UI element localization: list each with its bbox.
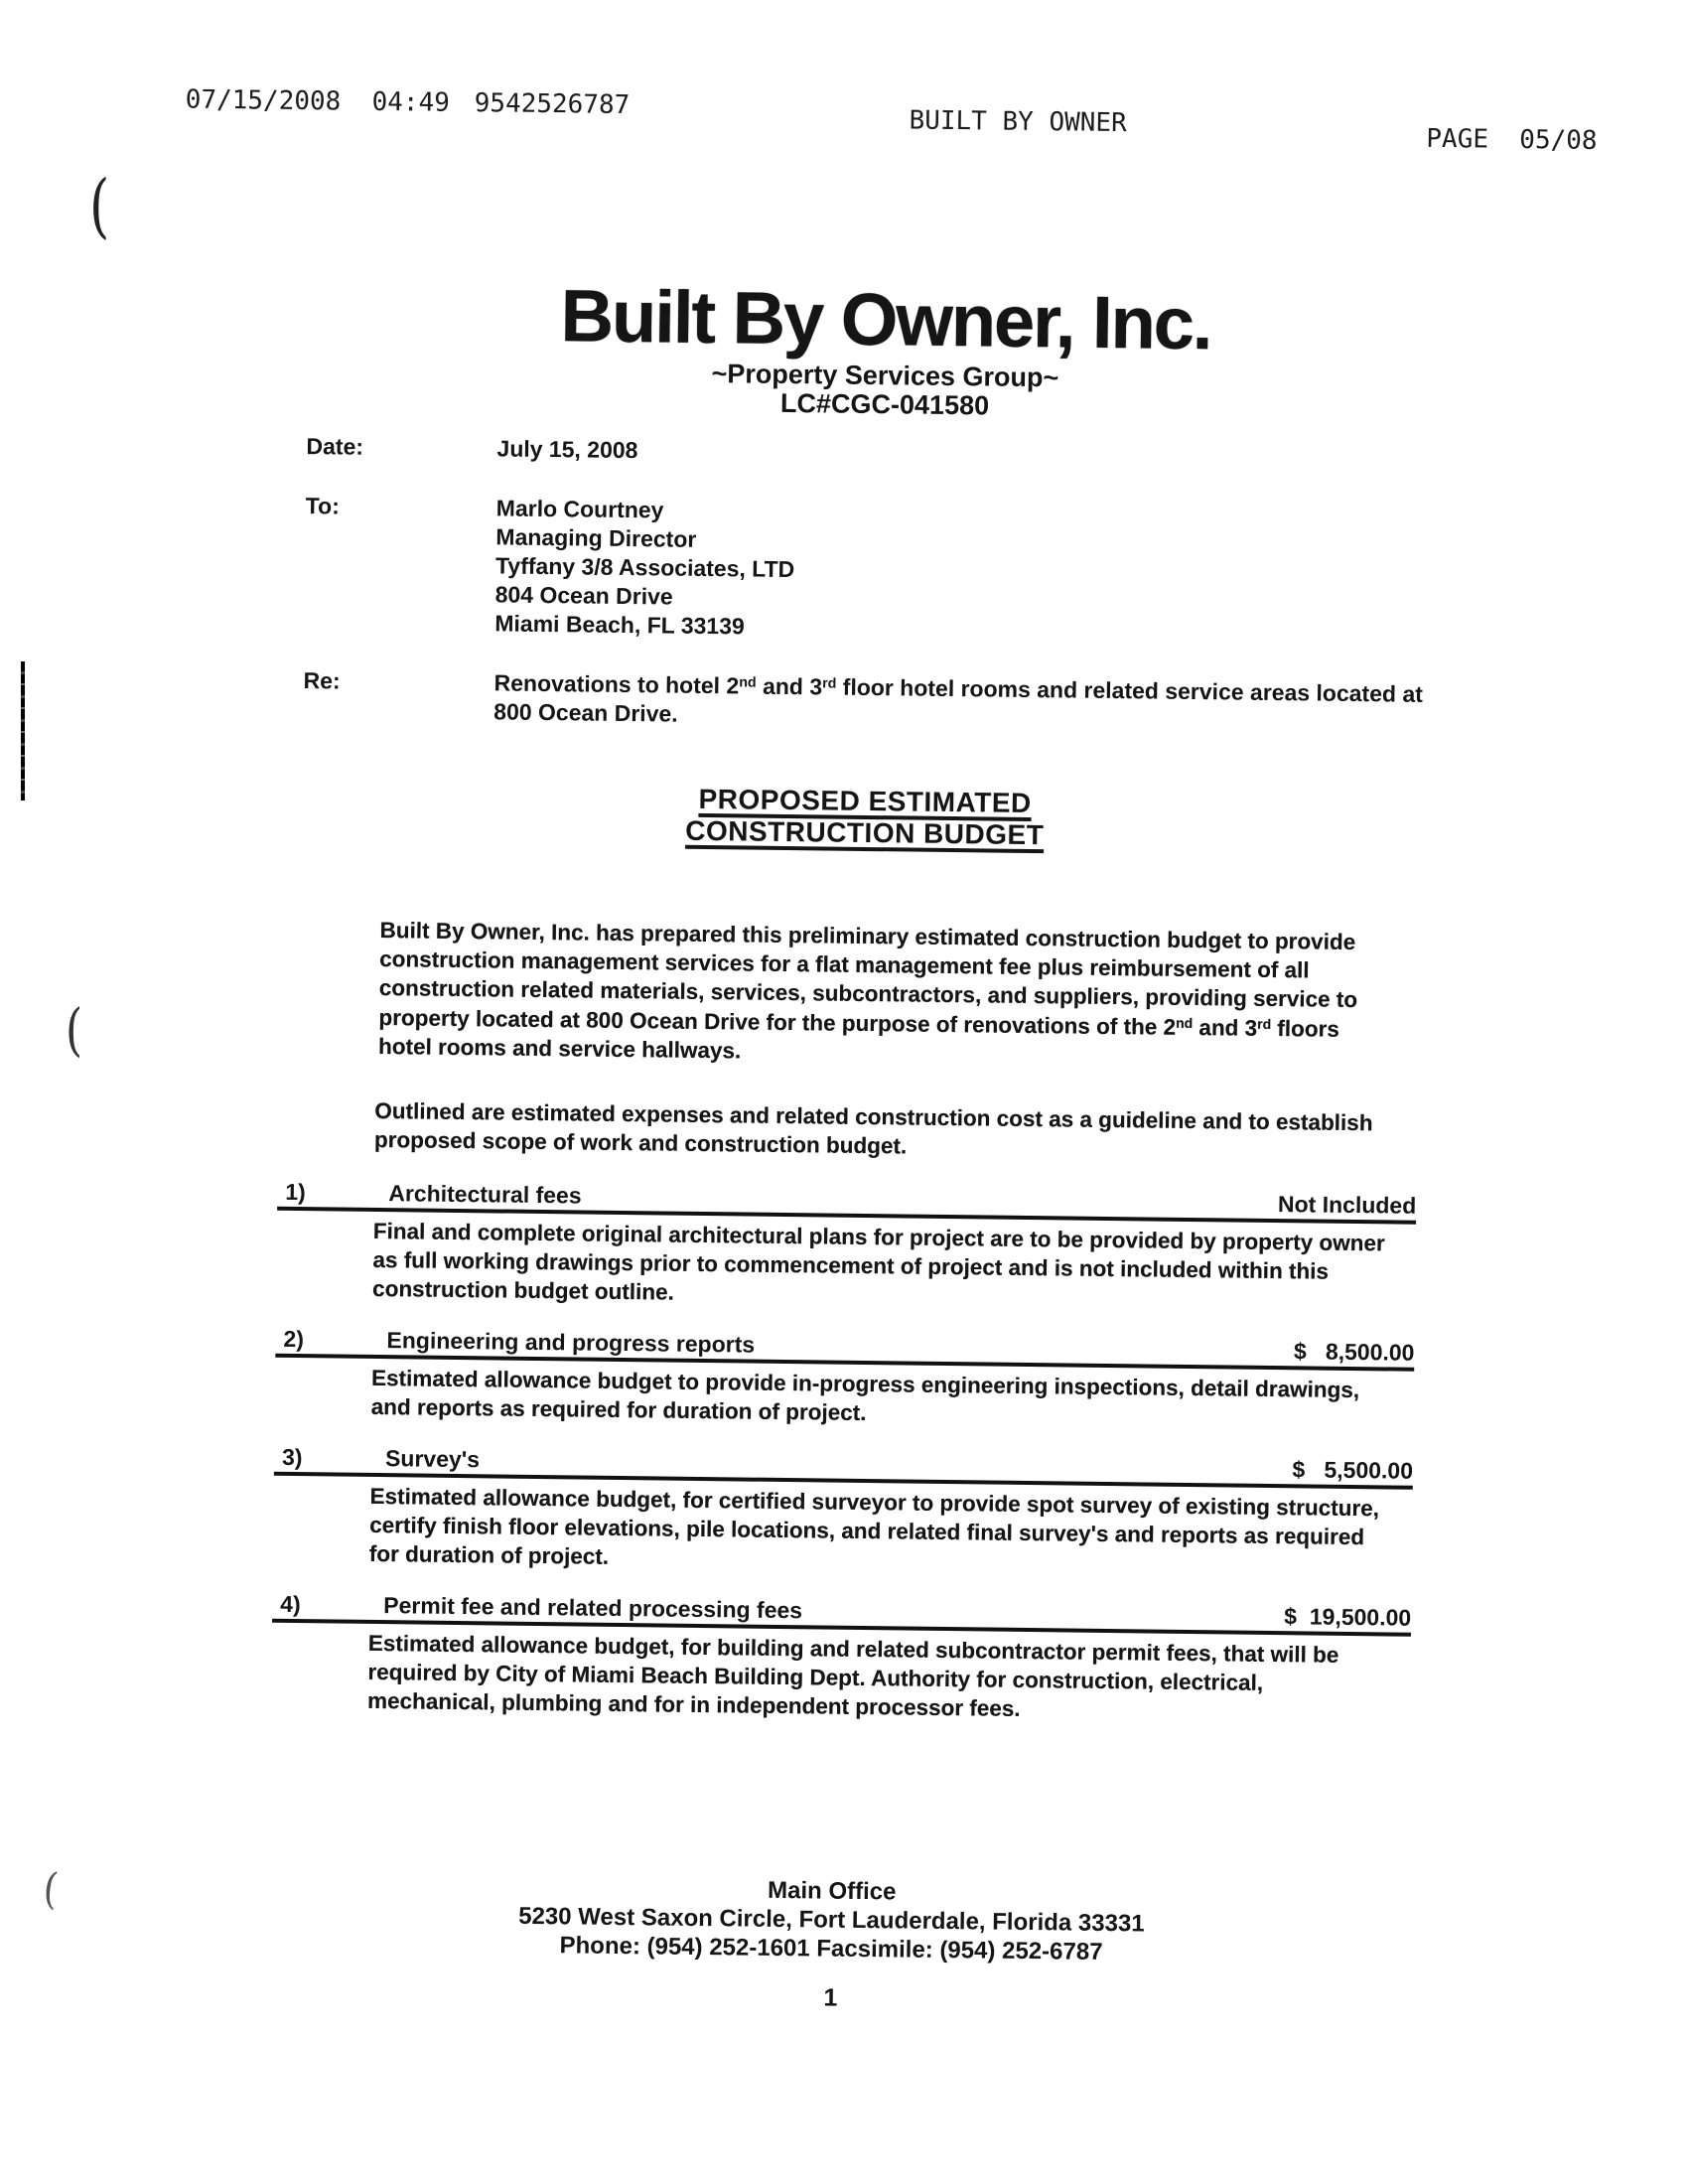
ordinal-superscript: rd	[1257, 1016, 1272, 1033]
subject-row	[303, 666, 1456, 738]
budget-items	[271, 1179, 1417, 1752]
document-title-line1: PROPOSED ESTIMATED	[698, 783, 1032, 819]
recipient-street: 804 Ocean Drive	[494, 581, 673, 610]
item-amount: $ 8,500.00	[1293, 1338, 1415, 1366]
subject-segment: floor hotel rooms and related service areas located at 800 Ocean Drive.	[493, 673, 1424, 727]
item-description: Final and complete original architectural plans for project are to be provided by property owner as full working drawings prior to commencement of project and is not included within this construction budget outline.	[371, 1218, 1385, 1305]
recipient-company: Tyffany 3/8 Associates, LTD	[494, 552, 795, 583]
intro-segment: Built By Owner, Inc. has prepared this preliminary estimated construction budget to provide construction management services for a flat management fee plus reimbursement of all construction related materials, services, subcontractors, and suppliers, providing service to property located at 800 Ocean Drive for the purpose of renovations of the 2	[378, 917, 1358, 1040]
letterhead	[41, 270, 1688, 430]
subject-text	[493, 668, 1456, 738]
company-tagline: ~Property Services Group~	[711, 359, 1059, 393]
recipient-block	[494, 494, 795, 642]
scan-artifact-paren: (	[89, 166, 110, 247]
recipient-row	[304, 492, 1458, 650]
item-amount: Not Included	[1277, 1191, 1417, 1219]
to-label: To:	[305, 493, 340, 519]
budget-item-engineering	[275, 1326, 1415, 1434]
letter-meta	[303, 432, 1459, 738]
item-title: Permit fee and related processing fees	[383, 1592, 803, 1624]
document-title	[21, 776, 1688, 860]
item-amount: $ 5,500.00	[1292, 1456, 1414, 1484]
budget-item-architectural-fees	[276, 1179, 1416, 1316]
item-title: Survey's	[384, 1445, 481, 1473]
page-number: 1	[823, 1983, 838, 2012]
scan-artifact-paren: (	[66, 997, 83, 1064]
intro-paragraph	[378, 916, 1378, 1074]
recipient-city: Miami Beach, FL 33139	[494, 610, 745, 640]
footer-office-label: Main Office	[767, 1876, 897, 1906]
date-row	[306, 432, 1458, 475]
fax-transmission-header	[0, 82, 1688, 156]
ordinal-superscript: nd	[1176, 1015, 1194, 1032]
intro-segment: and 3	[1192, 1014, 1258, 1041]
fax-page-indicator: PAGE 05/08	[1426, 123, 1598, 156]
date-label: Date:	[306, 433, 364, 460]
document-title-line2: CONSTRUCTION BUDGET	[685, 814, 1045, 851]
budget-item-surveys	[273, 1444, 1413, 1581]
company-name: Built By Owner, Inc.	[560, 274, 1212, 365]
recipient-title: Managing Director	[495, 523, 697, 552]
item-description: Estimated allowance budget to provide in-progress engineering inspections, detail drawings, and reports as required for duration of project.	[370, 1365, 1360, 1426]
fax-sender-id: BUILT BY OWNER	[909, 105, 1127, 139]
recipient-name: Marlo Courtney	[495, 495, 664, 523]
item-number: 1)	[285, 1178, 306, 1206]
item-number: 4)	[280, 1590, 301, 1618]
subject-segment: Renovations to hotel 2	[493, 669, 740, 699]
budget-item-permit-fees	[271, 1591, 1411, 1728]
subject-segment: and 3	[756, 672, 823, 700]
scan-artifact-streak	[21, 661, 25, 801]
footer-address: 5230 West Saxon Circle, Fort Lauderdale, Florida 33331	[518, 1902, 1145, 1938]
item-description: Estimated allowance budget, for certified surveyor to provide spot survey of existing structure, certify finish floor elevations, pile locations, and related final survey's and reports as required for duration of project.	[368, 1483, 1380, 1569]
item-number: 2)	[283, 1325, 305, 1353]
item-title: Engineering and progress reports	[386, 1327, 756, 1358]
item-amount: $ 19,500.00	[1284, 1603, 1412, 1631]
intro-segment: floors hotel rooms and service hallways.	[377, 1015, 1340, 1064]
outline-paragraph: Outlined are estimated expenses and related construction cost as a guideline and to establish proposed scope of work and construction budget.	[373, 1097, 1373, 1159]
item-description: Estimated allowance budget, for building and related subcontractor permit fees, that will be required by City of Miami Beach Building Dept. Authority for construction, electrical, mechanical, plumbing and for in independent processor fees.	[366, 1630, 1339, 1721]
footer-contacts: Phone: (954) 252-1601 Facsimile: (954) 252-6787	[559, 1932, 1103, 1966]
date-value: July 15, 2008	[496, 435, 638, 464]
fax-timestamp: 07/15/2008 04:49	[185, 84, 451, 118]
license-number: LC#CGC-041580	[779, 387, 990, 421]
fax-number: 9542526787	[474, 88, 631, 121]
item-number: 3)	[281, 1443, 303, 1471]
page-footer	[0, 1866, 1676, 2023]
item-title: Architectural fees	[388, 1180, 582, 1209]
ordinal-superscript: nd	[739, 674, 757, 691]
ordinal-superscript: rd	[822, 675, 837, 692]
scan-artifact-paren: (	[41, 1864, 61, 1915]
re-label: Re:	[303, 667, 341, 694]
